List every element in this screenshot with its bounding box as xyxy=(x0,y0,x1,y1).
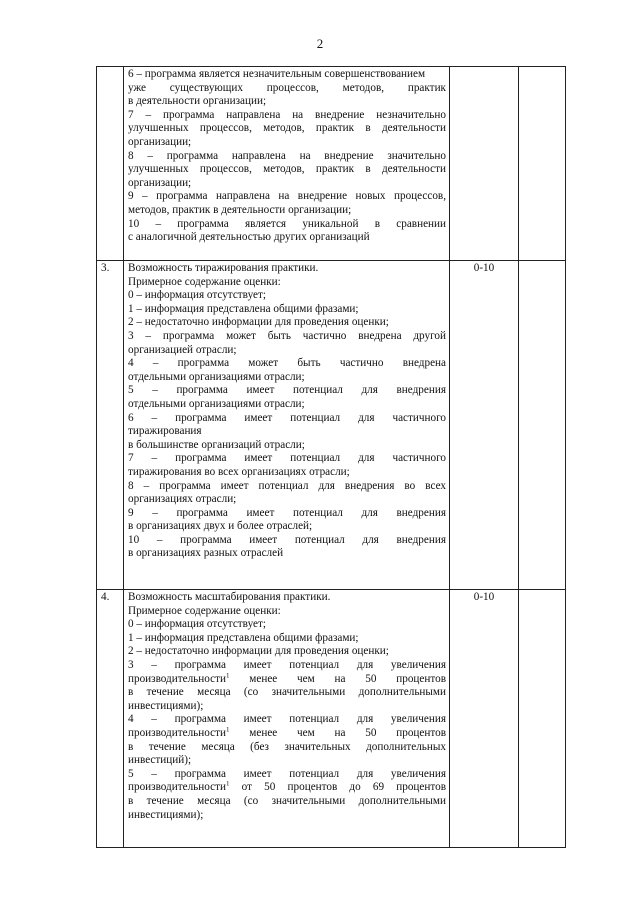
text-line: 3 – программа имеет потенциал для увеличения xyxy=(128,658,446,671)
text-line: 6 – программа имеет потенциал для частичного xyxy=(128,411,446,424)
text-line: 0 – информация отсутствует; xyxy=(128,618,266,631)
text-line: 1 – информация представлена общими фразами; xyxy=(128,631,359,644)
text-line: 4 – программа может быть частично внедрена xyxy=(128,357,446,370)
footnote-marker: 1 xyxy=(225,672,230,679)
text-line: Примерное содержание оценки: xyxy=(128,275,281,288)
table-row xyxy=(97,67,566,261)
text-line: 5 – программа имеет потенциал для внедрения xyxy=(128,384,446,397)
text-line: инвестиций); xyxy=(128,754,192,767)
text-line: улучшенных процессов, методов, практик в деятельности xyxy=(128,163,446,176)
text-line: производительности$^1$ менее чем на 50 процентов xyxy=(128,726,446,739)
text-line: с аналогичной деятельностью других организаций xyxy=(128,231,370,244)
text-line: в деятельности организации; xyxy=(128,95,267,108)
text-line: 4 – программа имеет потенциал для увеличения xyxy=(128,713,446,726)
text-line: тиражирования во всех организациях отрасли; xyxy=(128,465,350,478)
table-row xyxy=(97,590,566,848)
footnote-marker: 1 xyxy=(225,781,230,788)
text-line: 8 – программа имеет потенциал для внедрения во всех xyxy=(128,479,446,492)
row-number-cell: 3. xyxy=(97,261,124,590)
text-line: 0 – информация отсутствует; xyxy=(128,289,266,302)
text-line: 10 – программа является уникальной в сравнении xyxy=(128,217,446,230)
text-line: 9 – программа направлена на внедрение новых процессов, xyxy=(128,190,446,203)
text-line: 9 – программа имеет потенциал для внедрения xyxy=(128,506,446,519)
text-line: производительности$^1$ от 50 процентов до 69 процентов xyxy=(128,781,446,794)
footnote-marker: 1 xyxy=(225,726,230,734)
score-range-cell: 0-10 xyxy=(450,590,519,848)
criterion-text-cell xyxy=(124,67,450,261)
empty-score-cell xyxy=(519,590,566,848)
text-line: 7 – программа имеет потенциал для частичного xyxy=(128,452,446,465)
text-line: организациях отрасли; xyxy=(128,493,237,506)
empty-score-cell xyxy=(519,261,566,590)
text-line: организацией отрасли; xyxy=(128,343,237,356)
text-line: в большинстве организаций отрасли; xyxy=(128,438,305,451)
text-line: Примерное содержание оценки: xyxy=(128,604,281,617)
text-line: 5 – программа имеет потенциал для увеличения xyxy=(128,767,446,780)
text-line: 2 – недостаточно информации для проведения оценки; xyxy=(128,316,389,329)
text-line: организации; xyxy=(128,135,192,148)
text-line: инвестициями); xyxy=(128,699,204,712)
text-line: улучшенных процессов, методов, практик в деятельности xyxy=(128,122,446,135)
text-line: методов, практик в деятельности организации; xyxy=(128,203,352,216)
text-line: тиражирования xyxy=(128,425,202,438)
table-row xyxy=(97,261,566,590)
score-range-cell: 0-10 xyxy=(450,261,519,590)
text-line: в течение месяца (со значительными дополнительными xyxy=(128,686,446,699)
text-line: отдельными организациями отрасли; xyxy=(128,370,305,383)
text-line: в организациях двух и более отраслей; xyxy=(128,520,313,533)
criterion-text-cell xyxy=(124,261,450,590)
text-line: 8 – программа направлена на внедрение значительно xyxy=(128,149,446,162)
score-range-cell xyxy=(450,67,519,261)
text-line: 7 – программа направлена на внедрение незначительно xyxy=(128,108,446,121)
row-number-cell xyxy=(97,67,124,261)
row-number-cell: 4. xyxy=(97,590,124,848)
text-line: 1 – информация представлена общими фразами; xyxy=(128,302,359,315)
text-line: Возможность масштабирования практики. xyxy=(128,591,331,603)
text-line: инвестициями); xyxy=(128,808,204,821)
criterion-text-cell xyxy=(124,590,450,848)
page-number: 2 xyxy=(316,36,324,51)
text-line: в течение месяца (со значительными дополнительными xyxy=(128,794,446,807)
text-line: Возможность тиражирования практики. xyxy=(128,262,319,274)
empty-score-cell xyxy=(519,67,566,261)
text-line: в течение месяца (без значительных дополнительных xyxy=(128,740,446,753)
text-line: уже существующих процессов, методов, практик xyxy=(128,81,446,94)
text-line: производительности$^1$ менее чем на 50 процентов xyxy=(128,672,446,685)
text-line: 6 – программа является незначительным совершенствованием xyxy=(128,68,426,80)
text-line: 10 – программа имеет потенциал для внедрения xyxy=(128,533,446,546)
criteria-table xyxy=(96,66,566,848)
text-line: 2 – недостаточно информации для проведения оценки; xyxy=(128,645,389,658)
text-line: в организациях разных отраслей xyxy=(128,547,284,560)
text-line: 3 – программа может быть частично внедрена другой xyxy=(128,329,446,342)
text-line: организации; xyxy=(128,176,192,189)
text-line: отдельными организациями отрасли; xyxy=(128,397,305,410)
